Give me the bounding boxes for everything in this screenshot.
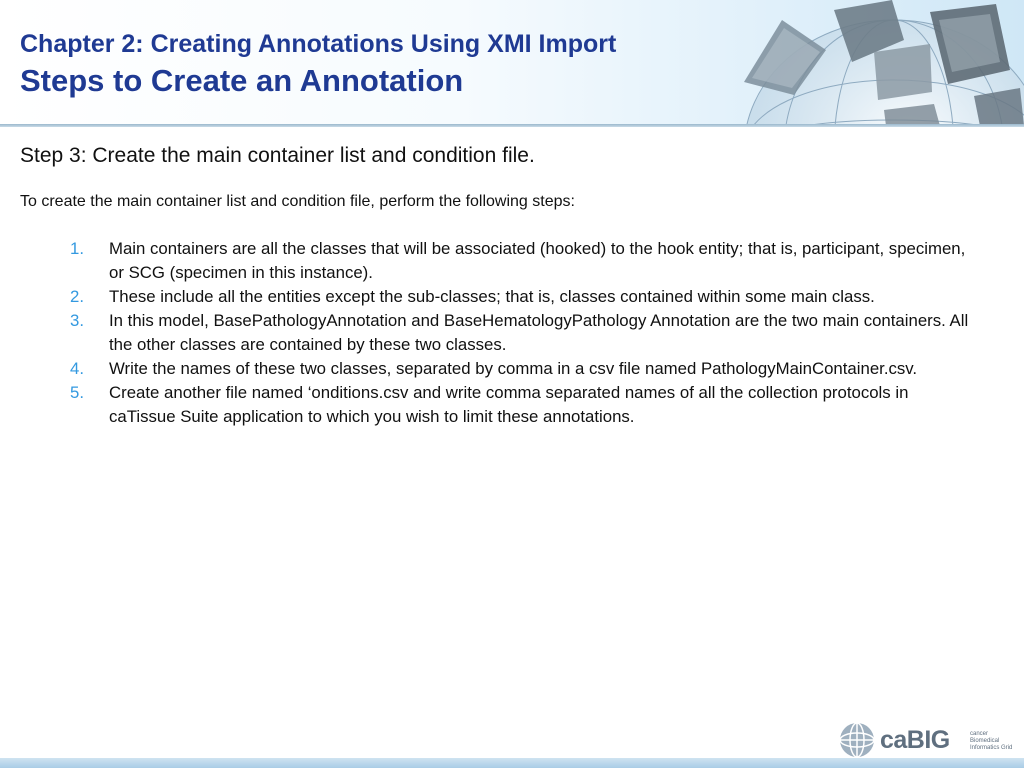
list-item: [20, 357, 969, 381]
step-text: These include all the entities except the sub-classes; that is, classes contained within some main class.: [109, 287, 875, 306]
list-item: [20, 285, 969, 309]
step-number: 3.: [70, 311, 84, 330]
step-text: Write the names of these two classes, separated by comma in a csv file named PathologyMainContainer.csv.: [109, 359, 918, 378]
logo-tagline: cancer Biomedical Informatics Grid: [970, 731, 1013, 751]
globe-collage-graphic: [734, 0, 1024, 126]
slide-content: [20, 144, 980, 429]
step-number: 1.: [70, 239, 84, 258]
globe-icon: [838, 721, 876, 759]
header-divider: [0, 124, 1024, 127]
step-text: Create another file named ‘onditions.csv and write comma separated names of all the collection protocols in caTissue Suite application to which you wish to limit these annotations.: [109, 383, 909, 426]
page-title: Steps to Create an Annotation: [20, 63, 464, 98]
list-item: [20, 309, 969, 357]
intro-text: To create the main container list and condition file, perform the following steps:: [20, 193, 575, 210]
step-heading: Step 3: Create the main container list and condition file.: [20, 144, 535, 167]
step-text: In this model, BasePathologyAnnotation and BaseHematologyPathology Annotation are the two main containers. All the other classes are contained by these two classes.: [109, 311, 969, 354]
chapter-title: Chapter 2: Creating Annotations Using XMI Import: [20, 30, 617, 58]
logo-wordmark: caBIG: [880, 726, 950, 754]
list-item: [20, 237, 969, 285]
list-item: [20, 381, 969, 429]
footer-bar: [0, 758, 1024, 768]
cabig-logo: [838, 720, 1018, 760]
steps-list: [20, 237, 980, 429]
step-number: 5.: [70, 383, 84, 402]
slide-header: [0, 0, 1024, 124]
step-number: 4.: [70, 359, 84, 378]
step-number: 2.: [70, 287, 84, 306]
step-text: Main containers are all the classes that will be associated (hooked) to the hook entity; that is, participant, specimen, or SCG (specimen in this instance).: [109, 239, 966, 282]
